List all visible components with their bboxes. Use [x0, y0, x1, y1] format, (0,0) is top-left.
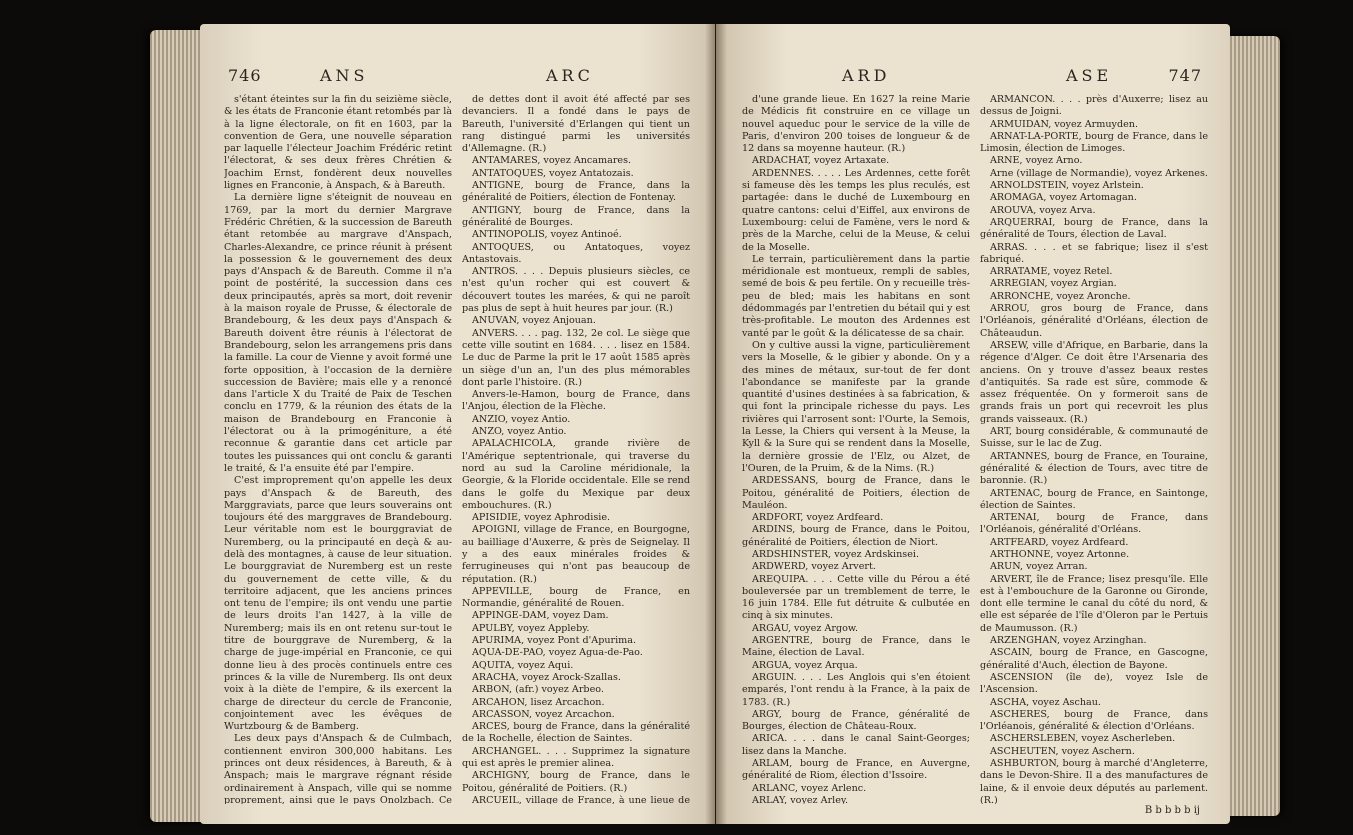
dictionary-entry: On y cultive aussi la vigne, particulièrement vers la Moselle, & le gibier y abonde. On y a des mines de métaux, sur-tout de fer dont l'abondance se manifeste par la grande quantité d'usines destinées à sa fabrication, & qui font la principale richesse du pays. Les rivières qui l'arrosent sont: l'Ourte, la Semois, la Lesse, la Chiers qui versent à la Meuse, la Kyll & la Sure qui se rendent dans la Moselle, la dernière grossie de l'Elz, ou Alzet, de l'Ouren, de la Pruim, & de la Nims. (R.)	[742, 339, 970, 474]
dictionary-entry: ASCHERES, bourg de France, dans l'Orléanois, généralité & élection d'Orléans.	[980, 708, 1208, 733]
dictionary-entry: APURIMA, voyez Pont d'Apurima.	[472, 635, 637, 647]
dictionary-entry: AROUVA, voyez Arva.	[990, 204, 1096, 216]
dictionary-entry: ARGUIN. . . . Les Anglois qui s'en étoient emparés, l'ont rendu à la France, à la paix de 1783. (R.)	[742, 671, 970, 708]
dictionary-entry: ARDENNES. . . . . Les Ardennes, cette forêt si fameuse dès les temps les plus reculés, est partagée: dans le duché de Luxembourg en quatre cantons: celui d'Eiffel, aux environs de Luxembourg: celui de Famène, vers le nord & près de la Marche, celui de la Meuse, & celui de la Moselle.	[742, 167, 970, 253]
dictionary-entry: ARRONCHE, voyez Aronche.	[990, 290, 1131, 302]
dictionary-entry: ASCENSION (île de), voyez Isle de l'Ascension.	[980, 671, 1208, 696]
dictionary-entry: ARTHONNE, voyez Artonne.	[990, 548, 1130, 560]
dictionary-entry: Le terrain, particulièrement dans la partie méridionale est montueux, rempli de sables, semé de bois & peu fertile. On y recueille très-peu de bled; mais les habitans en sont dédommagés par l'entretien du bétail qui y est très-profitable. Le mouton des Ardennes est vanté par le goût & la délicatesse de sa chair.	[742, 253, 970, 339]
dictionary-entry: ANTINOPOLIS, voyez Antinoé.	[472, 229, 622, 241]
dictionary-entry: ARDACHAT, voyez Artaxate.	[752, 155, 890, 167]
book-gutter	[705, 24, 727, 824]
dictionary-entry: ARZENGHAN, voyez Arzinghan.	[990, 635, 1147, 647]
dictionary-entry: ART, bourg considérable, & communauté de Suisse, sur le lac de Zug.	[980, 426, 1208, 450]
dictionary-entry: de dettes dont il avoit été affecté par ses devanciers. Il a fondé dans le pays de Bareuth, l'université d'Erlangen qui tient un rang distingué parmi les universités d'Allemagne. (R.)	[462, 94, 690, 155]
dictionary-entry: ARMUIDAN, voyez Armuyden.	[990, 118, 1139, 130]
dictionary-entry: APISIDIE, voyez Aphrodisie.	[472, 512, 611, 524]
dictionary-entry: ARCASSON, voyez Arcachon.	[472, 708, 615, 720]
dictionary-entry: ARROU, gros bourg de France, dans l'Orléanois, généralité d'Orléans, élection de Châteaudun.	[980, 303, 1208, 339]
dictionary-entry: ASCHERSLEBEN, voyez Ascherleben.	[990, 733, 1176, 745]
dictionary-entry: La dernière ligne s'éteignit de nouveau en 1769, par la mort du dernier Margrave Frédéric Chrétien, & la succession de Bareuth étant retombée au margrave d'Anspach, Charles-Alexandre, ce prince réunit à présent la possession & le gouvernement des deux pays d'Anspach & de Bareuth. Comme il n'a point de postérité, la succession dans ces deux principautés, après sa mort, doit revenir à la maison royale de Prusse, & électorale de Brandebourg, & les deux pays d'Anspach & Bareuth doivent être réunis à l'électorat de Brandebourg, selon les arrangemens pris dans la famille. La cour de Vienne y avoit formé une forte opposition, à l'occasion de la dernière succession de Bavière; mais elle y a renoncé dans l'article X du Traité de Paix de Teschen conclu en 1779, & la réunion des états de la maison de Brandebourg en Franconie à l'électorat ou à la primogéniture, a été reconnue & garantie dans cet article par toutes les puissances qui ont conclu & garanti le traité, & l'a ensuite été par l'empire.	[224, 192, 452, 474]
dictionary-entry: ANTROS. . . . Depuis plusieurs siècles, ce n'est qu'un rocher qui est couvert & découvert toutes les marées, & qui ne paroît pas plus de sept à huit heures par jour. (R.)	[462, 266, 690, 315]
right-page	[716, 24, 1230, 824]
dictionary-entry: AQUITA, voyez Aqui.	[472, 659, 574, 671]
dictionary-entry: ARQUERRAI, bourg de France, dans la généralité de Tours, élection de Laval.	[980, 216, 1208, 241]
dictionary-entry: ARBON, (afr.) voyez Arbeo.	[472, 684, 604, 696]
dictionary-entry: ARGY, bourg de France, généralité de Bourges, élection de Château-Roux.	[742, 708, 970, 733]
dictionary-entry: ASHBURTON, bourg à marché d'Angleterre, dans le Devon-Shire. Il a des manufactures de laine, & il envoie deux députés au parlement. (R.)	[980, 758, 1208, 804]
dictionary-entry: ARMANCON. . . . près d'Auxerre; lisez au dessus de Joigni.	[980, 94, 1208, 118]
dictionary-entry: ARGENTRE, bourg de France, dans le Maine, élection de Laval.	[742, 635, 970, 659]
dictionary-entry: ANTAMARES, voyez Ancamares.	[472, 155, 632, 167]
dictionary-entry: APPEVILLE, bourg de France, en Normandie, généralité de Rouen.	[462, 585, 690, 610]
dictionary-entry: ANZO, voyez Antio.	[472, 426, 567, 438]
left-running-header	[228, 66, 687, 92]
dictionary-entry: ARNE, voyez Arno.	[990, 155, 1083, 167]
dictionary-entry: ANTATOQUES, voyez Antatozais.	[472, 167, 634, 179]
dictionary-entry: ANTIGNE, bourg de France, dans la généralité de Poitiers, élection de Fontenay.	[462, 180, 690, 204]
dictionary-entry: ARCUEIL, village de France, à une lieue de	[472, 794, 690, 804]
dictionary-entry: ARTFEARD, voyez Ardfeard.	[990, 536, 1129, 548]
dictionary-entry: ARDINS, bourg de France, dans le Poitou, généralité de Poitiers, élection de Niort.	[742, 524, 970, 548]
dictionary-entry: ARLAY, voyez Arley.	[752, 794, 849, 804]
dictionary-entry: ARSEW, ville d'Afrique, en Barbarie, dans la régence d'Alger. Ce doit être l'Arsenaria des anciens. On y trouve d'assez beaux restes d'antiquités. Sa rade est sûre, commode & assez fréquentée. On y formeroit sans de grands frais un port qui recevroit les plus grands vaisseaux. (R.)	[980, 339, 1208, 425]
dictionary-entry: Arne (village de Normandie), voyez Arkenes.	[990, 167, 1208, 179]
running-head-left: ARD	[842, 66, 891, 85]
dictionary-entry: ARRAS. . . . et se fabrique; lisez il s'est fabriqué.	[980, 241, 1208, 265]
dictionary-entry: d'une grande lieue. En 1627 la reine Marie de Médicis fit construire en ce village un nouvel aqueduc pour le service de la ville de Paris, d'environ 200 toises de longueur & de 12 dans sa moyenne hauteur. (R.)	[742, 94, 970, 155]
dictionary-entry: ARTANNES, bourg de France, en Touraine, généralité & élection de Tours, avec titre de baronnie. (R.)	[980, 450, 1208, 487]
right-page-edges	[1224, 36, 1280, 816]
right-running-header	[744, 66, 1202, 92]
dictionary-entry: ARREGIAN, voyez Argian.	[990, 278, 1117, 290]
dictionary-entry: AROMAGA, voyez Artomagan.	[990, 192, 1137, 204]
dictionary-entry: ANVERS. . . . pag. 132, 2e col. Le siège que cette ville soutint en 1684. . . . lisez en 1584. Le duc de Parme la prit le 17 août 1585 après un siège d'un an, l'un des plus mémorables dont parle l'histoire. (R.)	[462, 327, 690, 388]
dictionary-entry: ANTIGNY, bourg de France, dans la généralité de Bourges.	[462, 204, 690, 228]
dictionary-entry: ANTOQUES, ou Antatoques, voyez Antastovais.	[462, 241, 690, 265]
right-column-2	[980, 94, 1208, 804]
dictionary-entry: ARTENAC, bourg de France, en Saintonge, élection de Saintes.	[980, 487, 1208, 511]
dictionary-entry: APULBY, voyez Appleby.	[472, 622, 590, 634]
dictionary-entry: ASCAIN, bourg de France, en Gascogne, généralité d'Auch, élection de Bayone.	[980, 647, 1208, 671]
open-book	[150, 24, 1280, 829]
dictionary-entry: ARLANC, voyez Arlenc.	[752, 782, 867, 794]
dictionary-entry: ARCES, bourg de France, dans la généralité de la Rochelle, élection de Saintes.	[462, 721, 690, 745]
running-head-right: ASE	[1066, 66, 1113, 85]
dictionary-entry: ARLAM, bourg de France, en Auvergne, généralité de Riom, élection d'Issoire.	[742, 758, 970, 782]
right-column-1	[742, 94, 970, 804]
dictionary-entry: AQUA-DE-PAO, voyez Agua-de-Pao.	[472, 647, 643, 659]
dictionary-entry: ARNOLDSTEIN, voyez Arlstein.	[990, 180, 1144, 192]
dictionary-entry: APPINGE-DAM, voyez Dam.	[472, 610, 609, 622]
dictionary-entry: ARDSHINSTER, voyez Ardskinsei.	[752, 548, 920, 560]
dictionary-entry: ARACHA, voyez Arock-Szallas.	[472, 671, 621, 683]
left-column-2	[462, 94, 690, 804]
left-column-1	[224, 94, 452, 804]
dictionary-entry: ARCHIGNY, bourg de France, dans le Poitou, généralité de Poitiers. (R.)	[462, 770, 690, 794]
dictionary-entry: Anvers-le-Hamon, bourg de France, dans l'Anjou, élection de la Flèche.	[462, 389, 690, 413]
dictionary-entry: APALACHICOLA, grande rivière de l'Amérique septentrionale, qui traverse du nord au sud la Caroline méridionale, la Georgie, & la Floride occidentale. Elle se rend dans le golfe du Mexique par deux embouchures. (R.)	[462, 438, 690, 511]
dictionary-entry: ASCHEUTEN, voyez Aschern.	[990, 745, 1135, 757]
dictionary-entry: ARVERT, île de France; lisez presqu'île. Elle est à l'embouchure de la Garonne ou Gironde, dont elle termine le canal du côté du nord, & elle est séparée de l'île d'Oleron par le Pertuis de Maumusson. (R.)	[980, 573, 1208, 634]
page-number: 747	[1168, 66, 1202, 85]
dictionary-entry: ARNAT-LA-PORTE, bourg de France, dans le Limosin, élection de Limoges.	[980, 130, 1208, 155]
dictionary-entry: AREQUIPA. . . . Cette ville du Pérou a été bouleversée par un tremblement de terre, le 16 juin 1784. Elle fut détruite & culbutée en cinq à six minutes.	[742, 573, 970, 622]
dictionary-entry: Les deux pays d'Anspach & de Culmbach, contiennent environ 300,000 habitans. Les princes ont deux résidences, à Bareuth, & à Anspach; mais le margrave régnant réside ordinairement à Anspach, ville qui se nomme proprement, ainsi que le pays Onolzbach. Ce	[224, 733, 452, 804]
dictionary-entry: ARDESSANS, bourg de France, dans le Poitou, généralité de Poitiers, élection de Mauléon.	[742, 475, 970, 511]
running-head-left: ANS	[320, 66, 369, 85]
dictionary-entry: ARCHANGEL. . . . Supprimez la signature qui est après le premier alinea.	[462, 745, 690, 770]
running-head-right: ARC	[546, 66, 594, 85]
dictionary-entry: C'est improprement qu'on appelle les deux pays d'Anspach & de Bareuth, des Marggraviats, parce que leurs souverains ont toujours été des marggraves de Brandebourg. Leur véritable nom est le bourggraviat de Nuremberg, ou la principauté en deçà & au-delà des montagnes, à cause de leur situation. Le bourggraviat de Nuremberg est un reste du gouvernement de cette ville, & du territoire adjacent, que les anciens princes ont tenu de l'empire; ils ont vendu une partie de leurs droits l'an 1427, à la ville de Nuremberg; mais ils en ont retenu sur-tout le titre de bourggrave de Nuremberg, & la charge de juge-impérial en Franconie, ce qui donne lieu à des procès continuels entre ces princes & la ville de Nuremberg. Ils ont deux voix à la diète de l'empire, & ils exercent la charge de directeur du cercle de Franconie, conjointement avec les évêques de Wurtzbourg & de Bamberg.	[224, 475, 452, 733]
signature-mark: B b b b b ij	[1144, 805, 1200, 816]
dictionary-entry: ARCAHON, lisez Arcachon.	[472, 696, 605, 708]
dictionary-entry: ANUVAN, voyez Anjouan.	[472, 315, 596, 327]
page-number: 746	[228, 66, 262, 85]
dictionary-entry: ARUN, voyez Arran.	[990, 561, 1088, 573]
dictionary-entry: ANZIO, voyez Antio.	[472, 413, 571, 425]
dictionary-entry: s'étant éteintes sur la fin du seizième siècle, & les états de Franconie étant retombés par là à la ligne électorale, on fit en 1603, par la convention de Gera, une nouvelle séparation par laquelle l'électeur Joachim Frédéric retint l'électorat, & ses deux frères Chrétien & Joachim Ernst, fondèrent deux nouvelles lignes en Franconie, à Anspach, & à Bareuth.	[224, 94, 452, 192]
dictionary-entry: APOIGNI, village de France, en Bourgogne, au bailliage d'Auxerre, & près de Seignelay. Il y a des eaux minérales froides & ferrugineuses qui n'ont pas beaucoup de réputation. (R.)	[462, 524, 690, 585]
dictionary-entry: ARICA. . . . dans le canal Saint-Georges; lisez dans la Manche.	[742, 733, 970, 757]
dictionary-entry: ARDWERD, voyez Arvert.	[752, 561, 876, 573]
left-page	[200, 24, 715, 824]
dictionary-entry: ARDFORT, voyez Ardfeard.	[752, 512, 884, 524]
dictionary-entry: ARTENAI, bourg de France, dans l'Orléanois, généralité d'Orléans.	[980, 512, 1208, 536]
dictionary-entry: ASCHA, voyez Aschau.	[990, 696, 1101, 708]
dictionary-entry: ARRATAME, voyez Retel.	[990, 266, 1113, 278]
dictionary-entry: ARGAU, voyez Argow.	[752, 622, 858, 634]
dictionary-entry: ARGUA, voyez Arqua.	[752, 659, 858, 671]
